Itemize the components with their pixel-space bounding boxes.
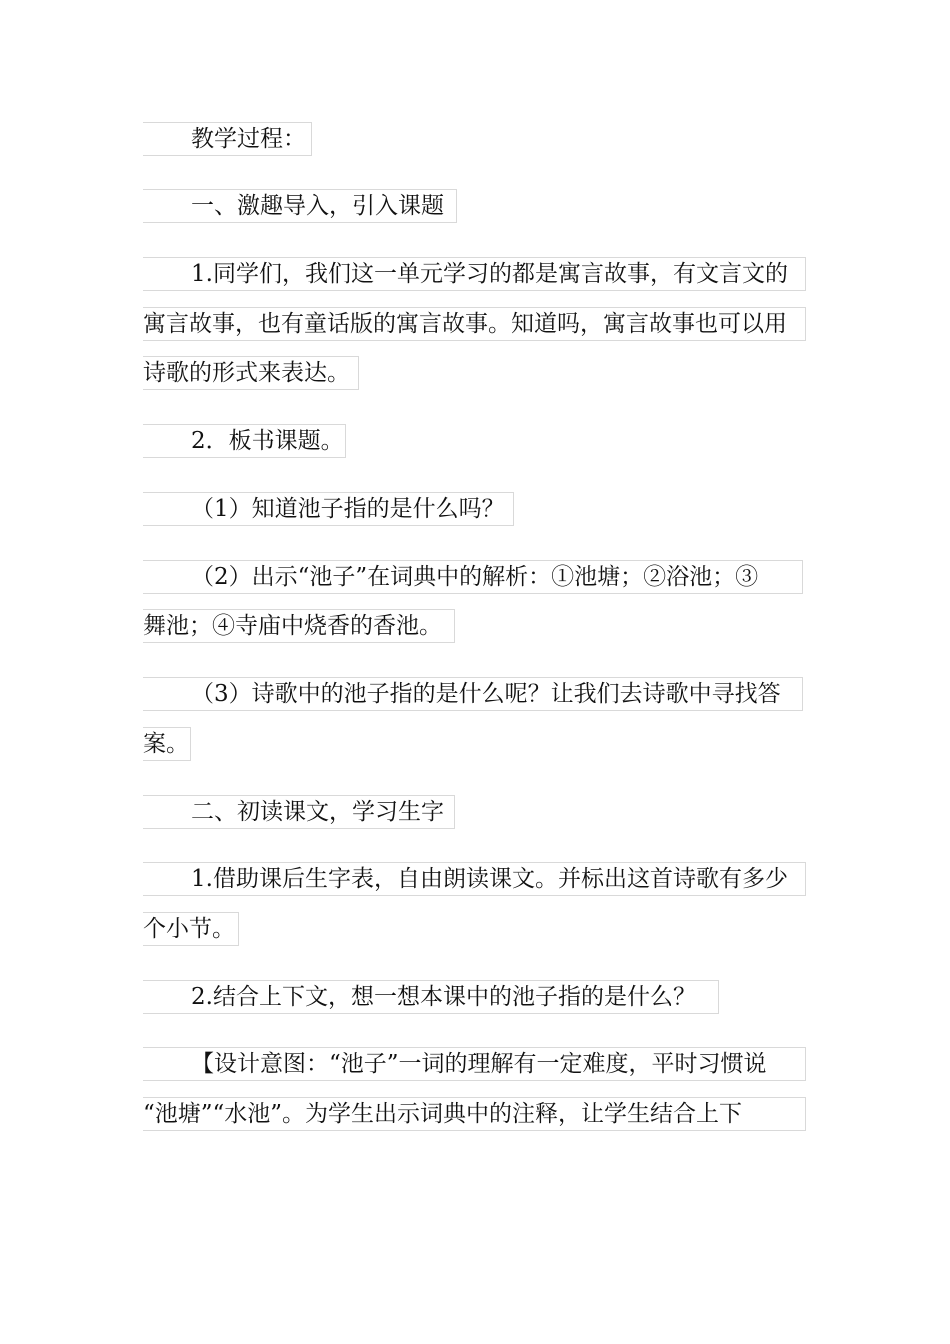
text-line: 1.借助课后生字表，自由朗读课文。并标出这首诗歌有多少 (143, 862, 806, 896)
text-line: 【设计意图：“池子”一词的理解有一定难度，平时习惯说 (143, 1047, 806, 1081)
text-line: 个小节。 (143, 912, 239, 946)
text-line: 2．板书课题。 (143, 424, 346, 458)
text-line: 2.结合上下文，想一想本课中的池子指的是什么？ (143, 980, 719, 1014)
text-line: 诗歌的形式来表达。 (143, 356, 359, 390)
text-line: （3）诗歌中的池子指的是什么呢？让我们去诗歌中寻找答 (143, 677, 803, 711)
text-line: 1.同学们，我们这一单元学习的都是寓言故事，有文言文的 (143, 257, 806, 291)
text-line: 寓言故事，也有童话版的寓言故事。知道吗，寓言故事也可以用 (143, 307, 806, 341)
text-line: 案。 (143, 727, 191, 761)
text-line: 舞池；④寺庙中烧香的香池。 (143, 609, 455, 643)
text-line: 教学过程： (143, 122, 312, 156)
section-heading: 二、初读课文，学习生字 (143, 795, 455, 829)
text-line: （2）出示“池子”在词典中的解析：①池塘；②浴池；③ (143, 560, 803, 594)
section-heading: 一、激趣导入，引入课题 (143, 189, 457, 223)
text-line: （1）知道池子指的是什么吗？ (143, 492, 514, 526)
text-line: “池塘”“水池”。为学生出示词典中的注释，让学生结合上下 (143, 1097, 806, 1131)
